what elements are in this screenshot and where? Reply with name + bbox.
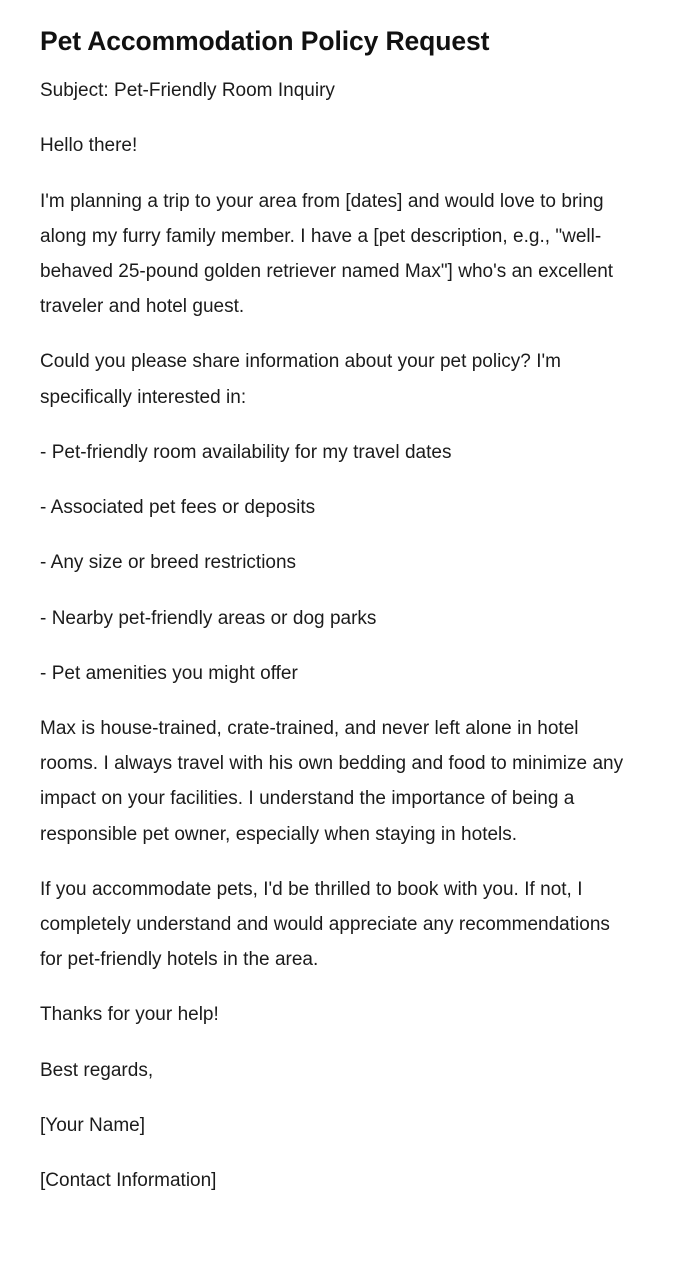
list-item: - Any size or breed restrictions bbox=[40, 552, 297, 574]
list-item: - Pet amenities you might offer bbox=[40, 662, 298, 684]
intro-paragraph: I'm planning a trip to your area from [dates] and would love to bring along my furry family member. I have a [pet description, e.g., "well-behaved 25-pound golden retriever named Max"] who's an excellent traveler and hotel guest. bbox=[40, 190, 614, 318]
thanks-line: Thanks for your help! bbox=[40, 1004, 219, 1026]
subject-line: Subject: Pet-Friendly Room Inquiry bbox=[40, 80, 335, 102]
list-item: - Pet-friendly room availability for my travel dates bbox=[40, 441, 452, 463]
closing-request-paragraph: If you accommodate pets, I'd be thrilled to book with you. If not, I completely understand and would appreciate any recommendations for pet-friendly hotels in the area. bbox=[40, 878, 610, 971]
greeting-line: Hello there! bbox=[40, 135, 138, 157]
contact-placeholder: [Contact Information] bbox=[40, 1169, 217, 1191]
list-item: - Nearby pet-friendly areas or dog parks bbox=[40, 607, 377, 629]
request-paragraph: Could you please share information about your pet policy? I'm specifically interested in: bbox=[40, 351, 561, 408]
page-title: Pet Accommodation Policy Request bbox=[40, 26, 490, 56]
name-placeholder: [Your Name] bbox=[40, 1114, 146, 1136]
signoff-line: Best regards, bbox=[40, 1059, 154, 1081]
assurance-paragraph: Max is house-trained, crate-trained, and never left alone in hotel rooms. I always travel with his own bedding and food to minimize any impact on your facilities. I understand the importance of being a responsible pet owner, especially when staying in hotels. bbox=[40, 717, 624, 845]
list-item: - Associated pet fees or deposits bbox=[40, 497, 316, 519]
